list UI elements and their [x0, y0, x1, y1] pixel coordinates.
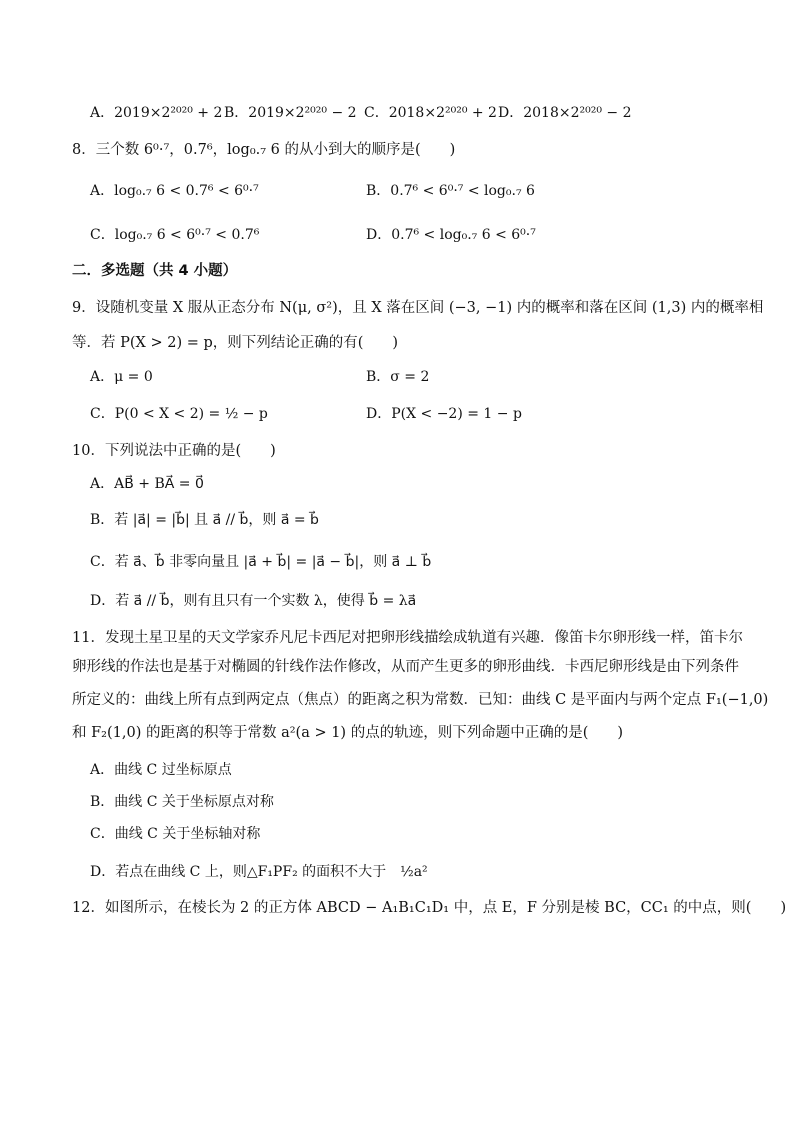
q7-option-a: A．2019×2²⁰²⁰ + 2	[90, 105, 223, 121]
q11-option-d: D．若点在曲线 C 上，则△F₁PF₂ 的面积不大于 ½a²	[90, 864, 428, 880]
q11-option-a: A．曲线 C 过坐标原点	[90, 762, 232, 778]
q8-stem: 8．三个数 6⁰·⁷，0.7⁶，log₀.₇ 6 的从小到大的顺序是( )	[72, 142, 456, 158]
q7-option-d: D．2018×2²⁰²⁰ − 2	[498, 105, 632, 121]
q8-option-a: A．log₀.₇ 6 < 0.7⁶ < 6⁰·⁷	[90, 183, 259, 199]
section-heading-multiple-choice: 二．多选题（共 4 小题）	[72, 263, 238, 279]
q8-option-c: C．log₀.₇ 6 < 6⁰·⁷ < 0.7⁶	[90, 227, 260, 243]
q10-option-c: C．若 a⃗、b⃗ 非零向量且 |a⃗ + b⃗| = |a⃗ − b⃗|，则 a⃗ ⊥ b⃗	[90, 554, 432, 570]
q12-stem: 12．如图所示，在棱长为 2 的正方体 ABCD − A₁B₁C₁D₁ 中，点 E，F 分别是棱 BC，CC₁ 的中点，则( )	[72, 900, 787, 916]
q10-option-a: A．AB⃗ + BA⃗ = 0⃗	[90, 476, 204, 492]
q8-option-d: D．0.7⁶ < log₀.₇ 6 < 6⁰·⁷	[366, 227, 536, 243]
q11-option-b: B．曲线 C 关于坐标原点对称	[90, 794, 274, 810]
q9-option-d: D．P(X < −2) = 1 − p	[366, 406, 522, 422]
q9-stem-line2: 等．若 P(X > 2) = p，则下列结论正确的有( )	[72, 335, 399, 351]
q10-stem: 10．下列说法中正确的是( )	[72, 443, 276, 459]
q7-option-b: B．2019×2²⁰²⁰ − 2	[224, 105, 357, 121]
q11-stem-line3: 所定义的：曲线上所有点到两定点（焦点）的距离之积为常数．已知：曲线 C 是平面内与两个定点 F₁(−1,0)	[72, 692, 769, 708]
q9-stem-line1: 9．设随机变量 X 服从正态分布 N(μ, σ²)，且 X 落在区间 (−3, −1) 内的概率和落在区间 (1,3) 内的概率相	[72, 300, 764, 316]
q9-option-c: C．P(0 < X < 2) = ½ − p	[90, 406, 268, 422]
q9-option-b: B．σ = 2	[366, 369, 430, 385]
q10-option-d: D．若 a⃗ // b⃗，则有且只有一个实数 λ，使得 b⃗ = λa⃗	[90, 593, 417, 609]
q10-option-b: B．若 |a⃗| = |b⃗| 且 a⃗ // b⃗，则 a⃗ = b⃗	[90, 512, 319, 528]
q9-option-a: A．μ = 0	[90, 369, 153, 385]
q11-stem-line2: 卵形线的作法也是基于对椭圆的针线作法作修改，从而产生更多的卵形曲线．卡西尼卵形线是由下列条件	[72, 659, 739, 675]
q11-stem-line4: 和 F₂(1,0) 的距离的积等于常数 a²(a > 1) 的点的轨迹，则下列命题中正确的是( )	[72, 725, 624, 741]
q11-option-c: C．曲线 C 关于坐标轴对称	[90, 826, 261, 842]
q8-option-b: B．0.7⁶ < 6⁰·⁷ < log₀.₇ 6	[366, 183, 535, 199]
q7-option-c: C．2018×2²⁰²⁰ + 2	[364, 105, 497, 121]
q11-stem-line1: 11．发现土星卫星的天文学家乔凡尼卡西尼对把卵形线描绘成轨道有兴趣．像笛卡尔卵形线一样，笛卡尔	[72, 630, 743, 646]
